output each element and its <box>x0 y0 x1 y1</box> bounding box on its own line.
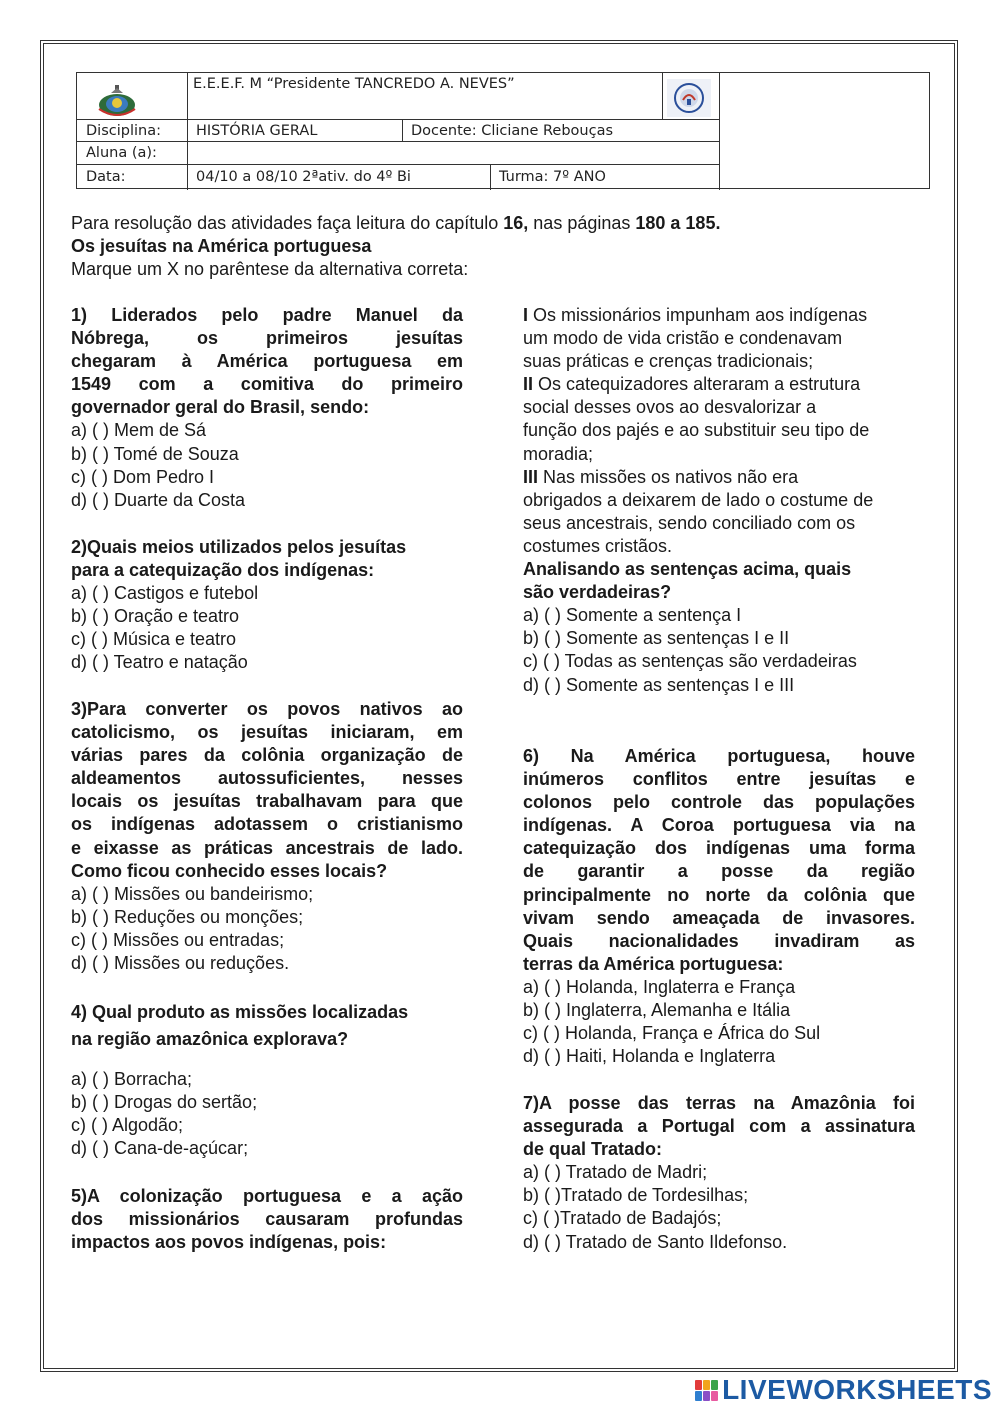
discipline-value: HISTÓRIA GERAL <box>196 123 318 139</box>
intro-instruction: Marque um X no parêntese da alternativa correta: <box>71 259 469 280</box>
q5-option-c[interactable]: c) ( ) Todas as sentenças são verdadeiras <box>523 651 857 672</box>
question-6: 6) Na América portuguesa, houve inúmeros conflitos entre jesuítas e colonos pelo controle das populações indígenas. A Coroa portuguesa via na catequização dos indígenas uma forma de garantir a posse da região principalmente no norte da colônia que vivam sendo ameaçada de invasores. Quais nacionalidades invadiram as terras da América portuguesa: a) ( ) Holanda, Inglaterra e França b) ( ) Inglaterra, Alemanha e Itália c) ( ) Holanda, França e África do Sul d) ( ) Haiti, Holanda e Inglaterra <box>523 745 915 1068</box>
q6-option-a[interactable]: a) ( ) Holanda, Inglaterra e França <box>523 976 796 997</box>
q6-option-c[interactable]: c) ( ) Holanda, França e África do Sul <box>523 1023 821 1044</box>
q4-option-a[interactable]: a) ( ) Borracha; <box>71 1069 193 1089</box>
date-label: Data: <box>86 169 126 185</box>
q7-option-d[interactable]: d) ( ) Tratado de Santo Ildefonso. <box>523 1231 788 1252</box>
q3-option-d[interactable]: d) ( ) Missões ou reduções. <box>71 953 290 974</box>
q6-option-d[interactable]: d) ( ) Haiti, Holanda e Inglaterra <box>523 1046 776 1067</box>
intro <box>71 212 931 281</box>
date-value: 04/10 a 08/10 2ªativ. do 4º Bi <box>196 169 411 185</box>
header-table <box>76 72 930 189</box>
question-3: 3)Para converter os povos nativos ao catolicismo, os jesuítas iniciaram, em várias pares da colônia organização de aldeamentos autossuficientes, nesses locais os jesuítas trabalhavam para que os indígenas adotassem o cristianismo e eixasse as práticas ancestrais de lado. Como ficou conhecido esses locais? a) ( ) Missões ou bandeirismo; b) ( ) Reduções ou monções; c) ( ) Missões ou entradas; d) ( ) Missões ou reduções. <box>71 698 463 975</box>
q7-option-c[interactable]: c) ( )Tratado de Badajós; <box>523 1208 722 1229</box>
school-name: E.E.E.F. M “Presidente TANCREDO A. NEVES” <box>193 76 515 92</box>
q4-option-c[interactable]: c) ( ) Algodão; <box>71 1115 184 1136</box>
q2-option-b[interactable]: b) ( ) Oração e teatro <box>71 606 240 627</box>
q5-option-d[interactable]: d) ( ) Somente as sentenças I e III <box>523 674 795 695</box>
q3-option-b[interactable]: b) ( ) Reduções ou monções; <box>71 906 304 927</box>
q4-option-d[interactable]: d) ( ) Cana-de-açúcar; <box>71 1138 249 1159</box>
q5-option-b[interactable]: b) ( ) Somente as sentenças I e II <box>523 628 790 649</box>
watermark-text: LIVEWORKSHEETS <box>722 1374 992 1405</box>
q1-option-d[interactable]: d) ( ) Duarte da Costa <box>71 489 246 510</box>
q7-option-b[interactable]: b) ( )Tratado de Tordesilhas; <box>523 1185 749 1206</box>
q7-option-a[interactable]: a) ( ) Tratado de Madri; <box>523 1162 708 1183</box>
school-logo-icon <box>667 79 711 117</box>
q6-option-b[interactable]: b) ( ) Inglaterra, Alemanha e Itália <box>523 1000 791 1021</box>
q4-option-b[interactable]: b) ( ) Drogas do sertão; <box>71 1092 258 1113</box>
question-4: 4) Qual produto as missões localizadas na região amazônica explorava? <box>71 1002 409 1049</box>
intro-subtitle: Os jesuítas na América portuguesa <box>71 236 372 257</box>
question-5-statements: I Os missionários impunham aos indígenas um modo de vida cristão e condenavam suas práticas e crenças tradicionais; II Os catequizadores alteraram a estrutura social desses ovos ao desvalorizar a função dos pajés e ao substituir seu tipo de moradia; III Nas missões os nativos não era obrigados a deixarem de lado o costume de seus ancestrais, sendo conciliado com os costumes cristãos. Analisando as sentenças acima, quais são verdadeiras? a) ( ) Somente a sentença I b) ( ) Somente as sentenças I e II c) ( ) Todas as sentenças são verdadeiras d) ( ) Somente as sentenças I e III <box>523 304 915 697</box>
q1-option-c[interactable]: c) ( ) Dom Pedro I <box>71 466 215 487</box>
q2-option-c[interactable]: c) ( ) Música e teatro <box>71 629 237 650</box>
question-1: 1) Liderados pelo padre Manuel da Nóbrega, os primeiros jesuítas chegaram à América portuguesa em 1549 com a comitiva do primeiro governador geral do Brasil, sendo: a) ( ) Mem de Sá b) ( ) Tomé de Souza c) ( ) Dom Pedro I d) ( ) Duarte da Costa <box>71 304 463 512</box>
question-4-options <box>71 1068 463 1160</box>
discipline-label: Disciplina: <box>86 123 161 139</box>
school-crest-icon <box>93 83 141 119</box>
liveworksheets-logo-icon <box>695 1380 718 1401</box>
intro-line: Para resolução das atividades faça leitura do capítulo 16, nas páginas 180 a 185. <box>71 213 721 233</box>
question-7: 7)A posse das terras na Amazônia foi assegurada a Portugal com a assinatura de qual Tratado: a) ( ) Tratado de Madri; b) ( )Tratado de Tordesilhas; c) ( )Tratado de Badajós; d) ( ) Tratado de Santo Ildefonso. <box>523 1092 915 1254</box>
q5-option-a[interactable]: a) ( ) Somente a sentença I <box>523 605 742 626</box>
liveworksheets-watermark[interactable] <box>695 1375 992 1405</box>
q2-option-d[interactable]: d) ( ) Teatro e natação <box>71 652 248 673</box>
q1-option-a[interactable]: a) ( ) Mem de Sá <box>71 420 207 441</box>
q3-option-c[interactable]: c) ( ) Missões ou entradas; <box>71 929 285 950</box>
class-label: Turma: 7º ANO <box>499 169 606 185</box>
question-5: 5)A colonização portuguesa e a ação dos missionários causaram profundas impactos aos povos indígenas, pois: <box>71 1186 463 1253</box>
q2-option-a[interactable]: a) ( ) Castigos e futebol <box>71 583 259 604</box>
student-label: Aluna (a): <box>86 145 157 161</box>
q3-option-a[interactable]: a) ( ) Missões ou bandeirismo; <box>71 883 314 904</box>
teacher-label: Docente: Cliciane Rebouças <box>411 123 614 139</box>
question-2: 2)Quais meios utilizados pelos jesuítas para a catequização dos indígenas: a) ( ) Castigos e futebol b) ( ) Oração e teatro c) ( ) Música e teatro d) ( ) Teatro e natação <box>71 536 463 675</box>
q1-option-b[interactable]: b) ( ) Tomé de Souza <box>71 443 239 464</box>
